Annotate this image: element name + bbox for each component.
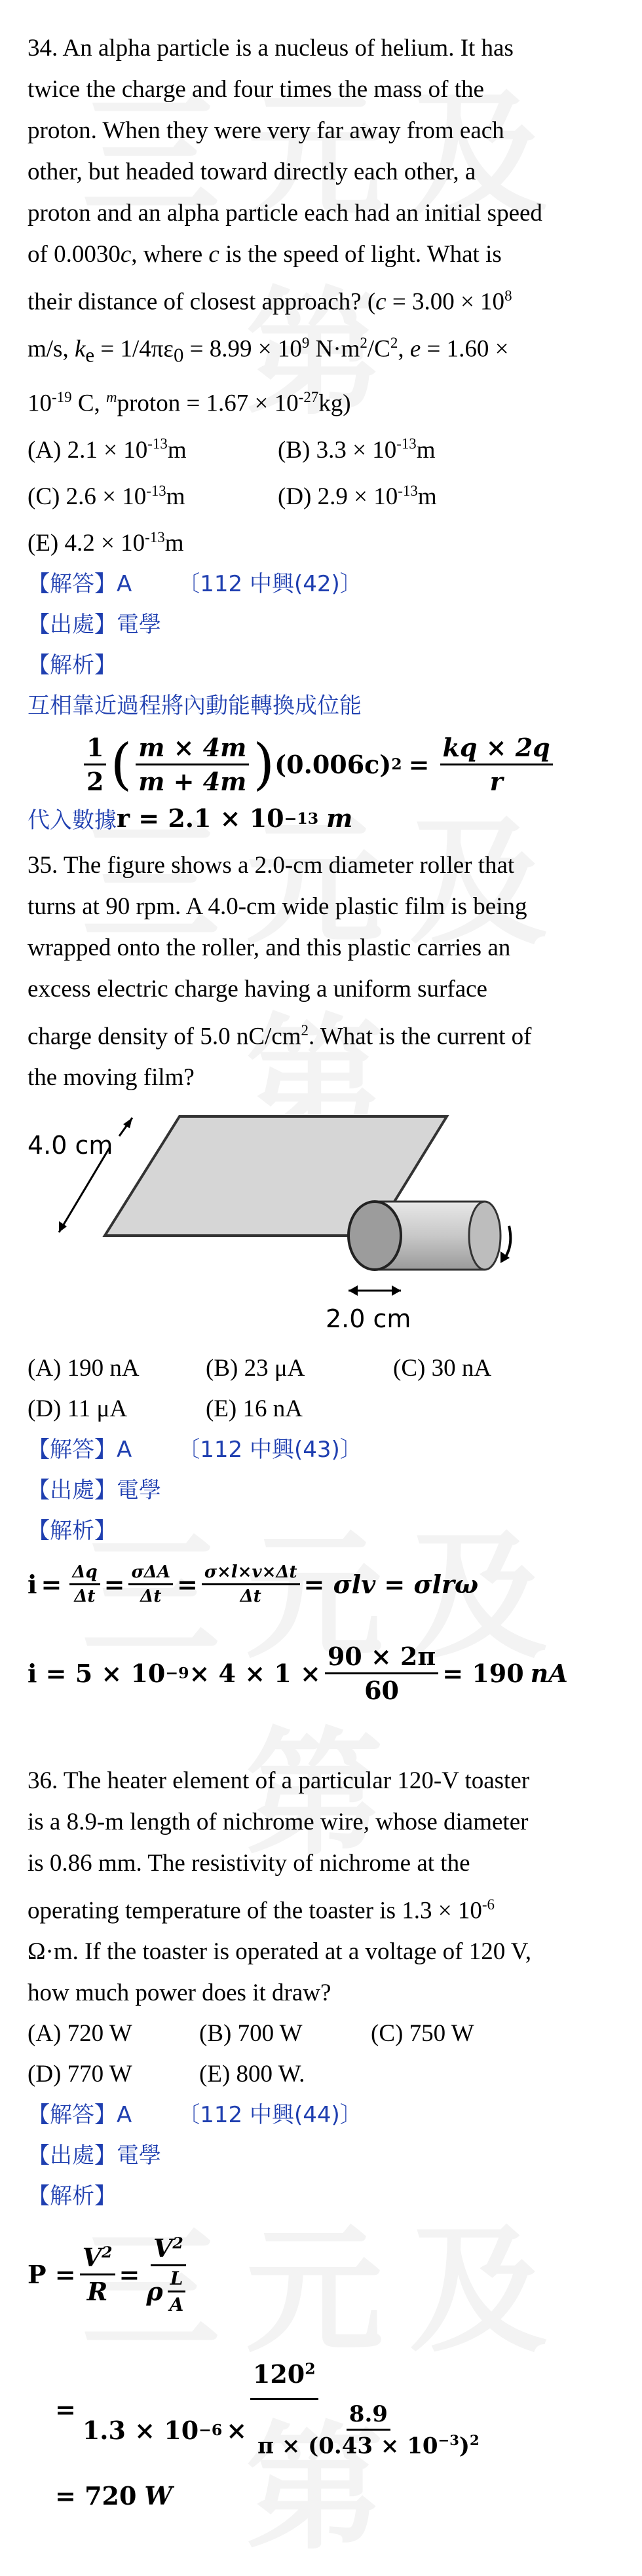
question-36-line: Ω·m. If the toaster is operated at a voltage of 120 V, bbox=[28, 1938, 531, 1966]
question-34-line: of 0.0030c, where c is the speed of light. What is bbox=[28, 241, 502, 268]
power-equation: P = $\frac{V^2}{R}$ = $V^2$ ρ $\frac{L}{A}$ bbox=[28, 2222, 617, 2327]
question-36-line: 36. The heater element of a particular 120-V toaster bbox=[28, 1767, 530, 1794]
fraction: $120^2$ 1.3 × 10 −6 × $\frac{8.9}{\pi \times (0.43 \times 10^{-3})^2}$ bbox=[82, 2359, 480, 2459]
power-result: = 720 W bbox=[55, 2481, 173, 2511]
roller-left-end bbox=[349, 1202, 401, 1270]
question-34-line: twice the charge and four times the mass of the bbox=[28, 76, 484, 103]
answer-line: 【解答】A 〔112 中興(42)〕 bbox=[28, 571, 362, 598]
question-34 bbox=[28, 28, 617, 834]
fraction: $\frac{\Delta q}{\Delta t}$ bbox=[69, 1562, 100, 1606]
option-c: (C) 30 nA bbox=[393, 1355, 492, 1382]
fraction: $\frac{90 \times 2\pi}{60}$ bbox=[325, 1642, 438, 1705]
option-c: (C) 750 W bbox=[371, 2020, 474, 2048]
question-34-line: m/s, $k_e = 1/4\pi\varepsilon_0 = 8.99 \times 10^9$ $N\cdot m^2/C^2$, e = 1.60 × bbox=[28, 335, 509, 367]
option-d: (D) 11 μA bbox=[28, 1395, 128, 1423]
fraction: $\frac{\sigma\times l\times v\times\Delta t}{\Delta t}$ bbox=[202, 1562, 300, 1606]
question-35-line: charge density of 5.0 $nC/cm^2$. What is the current of bbox=[28, 1022, 532, 1050]
question-34-line: 34. An alpha particle is a nucleus of helium. It has bbox=[28, 35, 514, 62]
source-line: 【出處】電學 bbox=[28, 1477, 161, 1504]
question-36-line: is 0.86 mm. The resistivity of nichrome at the bbox=[28, 1850, 470, 1877]
question-36-line: how much power does it draw? bbox=[28, 1979, 331, 2007]
option-b: (B) $3.3 \times 10^{-13}m$ bbox=[278, 435, 436, 464]
question-34-line: proton. When they were very far away from each bbox=[28, 117, 504, 144]
option-e: (E) 16 nA bbox=[206, 1395, 303, 1423]
question-35-line: excess electric charge having a uniform surface bbox=[28, 976, 487, 1003]
fraction: $\frac{1}{2}$ bbox=[84, 733, 106, 796]
fraction: $\frac{m \times 4m}{m + 4m}$ bbox=[136, 733, 249, 796]
question-36 bbox=[28, 1760, 617, 2511]
options bbox=[28, 424, 617, 564]
question-34-line: other, but headed toward directly each other, a bbox=[28, 158, 476, 185]
question-35-line: turns at 90 rpm. A 4.0-cm wide plastic film is being bbox=[28, 893, 527, 920]
option-b: (B) 700 W bbox=[199, 2020, 303, 2048]
fraction: $\frac{V^2}{R}$ bbox=[80, 2243, 115, 2306]
current-calculation: i = 5 × 10 −9 × 4 × 1 × $\frac{90 \times 2\pi}{60}$ = 190 nA bbox=[28, 1641, 568, 1705]
energy-equation: $\frac{1}{2}$ ( $\frac{m \times 4m}{m + 4m}$ ) (0.006c) 2 = $\frac{kq \times 2q}{r}$ bbox=[80, 730, 617, 798]
fraction: $\frac{kq \times 2q}{r}$ bbox=[440, 733, 553, 796]
power-calculation: = $120^2$ 1.3 × 10 −6 × $\frac{8.9}{\pi \times (0.43 \times 10^{-3})^2}$ bbox=[55, 2344, 617, 2475]
question-35-line: the moving film? bbox=[28, 1064, 195, 1092]
question-35-line: wrapped onto the roller, and this plastic carries an bbox=[28, 934, 511, 961]
analysis-label: 【解析】 bbox=[28, 1518, 117, 1545]
question-35-line: 35. The figure shows a 2.0-cm diameter roller that bbox=[28, 852, 515, 879]
roller-right-end bbox=[469, 1202, 500, 1270]
question-36-line: operating temperature of the toaster is $1.3 \times 10^{-6}$ bbox=[28, 1896, 495, 1924]
question-36-line: is a 8.9-m length of nichrome wire, whose diameter bbox=[28, 1809, 529, 1835]
option-d: (D) $2.9 \times 10^{-13}m$ bbox=[278, 482, 437, 511]
source-line: 【出處】電學 bbox=[28, 2143, 161, 2169]
question-34-line: proton and an alpha particle each had an initial speed bbox=[28, 200, 542, 227]
answer-line: 【解答】A 〔112 中興(43)〕 bbox=[28, 1437, 362, 1463]
question-34-line: $10^{-19}$ C, $^m$proton = $1.67 \times 10^{-27}kg$) bbox=[28, 389, 351, 417]
width-dimension-line bbox=[59, 1148, 109, 1232]
result-line: 代入數據 r = 2.1 × 10 −13 m bbox=[28, 803, 353, 834]
option-c: (C) $2.6 \times 10^{-13}m$ bbox=[28, 482, 185, 511]
fraction: $\frac{\text{σΔA}}{\Delta t}$ bbox=[128, 1562, 173, 1606]
fraction: $V^2$ ρ $\frac{L}{A}$ bbox=[143, 2234, 193, 2315]
explanation-text: 互相靠近過程將內動能轉換成位能 bbox=[28, 693, 362, 720]
question-34-line: their distance of closest approach? ($c = 3.00 \times 10^8$ bbox=[28, 287, 512, 316]
option-d: (D) 770 W bbox=[28, 2061, 132, 2088]
option-e: (E) $4.2 \times 10^{-13}m$ bbox=[28, 529, 184, 557]
options bbox=[28, 2014, 617, 2095]
analysis-label: 【解析】 bbox=[28, 2183, 117, 2210]
roller-figure bbox=[28, 1111, 525, 1353]
option-b: (B) 23 μA bbox=[206, 1355, 305, 1382]
current-equation: i = $\frac{\Delta q}{\Delta t}$ = $\frac{\text{σΔA}}{\Delta t}$ = $\frac{\sigma\times l\times v\times\Delta t}{\Delta t}$ = σlv = σlrω bbox=[28, 1562, 479, 1606]
rotation-arrow bbox=[504, 1226, 510, 1259]
answer-line: 【解答】A 〔112 中興(44)〕 bbox=[28, 2102, 362, 2129]
option-a: (A) 720 W bbox=[28, 2020, 132, 2048]
film-width-label: 4.0 cm bbox=[28, 1131, 113, 1160]
option-e: (E) 800 W. bbox=[199, 2061, 305, 2088]
source-line: 【出處】電學 bbox=[28, 612, 161, 638]
analysis-label: 【解析】 bbox=[28, 652, 117, 679]
option-a: (A) $2.1 \times 10^{-13}m$ bbox=[28, 435, 187, 464]
option-a: (A) 190 nA bbox=[28, 1355, 140, 1382]
options bbox=[28, 1348, 617, 1429]
question-35 bbox=[28, 845, 617, 1712]
roller-diameter-label: 2.0 cm bbox=[326, 1304, 411, 1334]
